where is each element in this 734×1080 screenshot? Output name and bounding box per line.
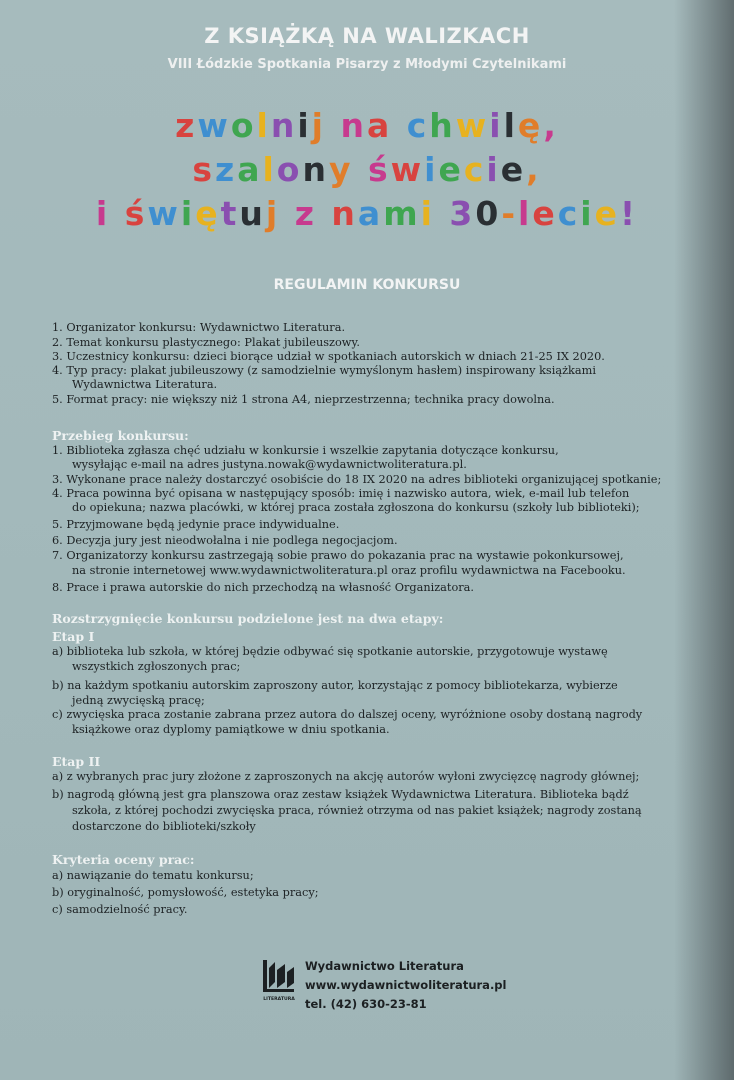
- slogan-letter: ,: [526, 150, 542, 189]
- slogan-letter: n: [270, 106, 298, 145]
- slogan-letter: a: [366, 106, 393, 145]
- slogan-letter: l: [518, 194, 533, 233]
- kryteria-heading: Kryteria oceny prac:: [52, 852, 195, 867]
- slogan-letter: i: [180, 194, 196, 233]
- etap-1-item: a) biblioteka lub szkoła, w której będzie odbywać się spotkanie autorskie, przygotowuje wystawę: [52, 645, 608, 658]
- slogan-letter: [280, 194, 295, 234]
- slogan-letter: z: [175, 106, 198, 145]
- slogan-letter: n: [302, 150, 329, 189]
- przebieg-item: do opiekuna; nazwa placówki, w której praca została zgłoszona do konkursu (szkoły lub biblioteki);: [72, 501, 640, 514]
- slogan-letter: i: [489, 106, 504, 145]
- slogan-letter: u: [239, 194, 266, 233]
- przebieg-item: 5. Przyjmowane będą jedynie prace indywidualne.: [52, 518, 340, 531]
- slogan-letter: s: [192, 150, 215, 189]
- etap-2-item: a) z wybranych prac jury złożone z zaproszonych na akcję autorów wyłoni zwycięzcę nagrody głównej;: [52, 770, 640, 783]
- slogan-letter: n: [340, 106, 367, 145]
- regulamin-title: REGULAMIN KONKURSU: [273, 277, 461, 293]
- slogan-letter: h: [429, 106, 456, 145]
- regulamin-item: 5. Format pracy: nie większy niż 1 strona A4, nieprzestrzenna; technika pracy dowolna.: [52, 393, 555, 406]
- publisher-website[interactable]: www.wydawnictwoliteratura.pl: [305, 978, 507, 992]
- slogan-line-2: [0, 150, 734, 190]
- slogan-letter: 3: [449, 194, 476, 233]
- slogan-letter: j: [265, 194, 281, 233]
- etap-2-item: dostarczone do biblioteki/szkoły: [72, 820, 256, 833]
- regulamin-item: Wydawnictwa Literatura.: [72, 378, 218, 391]
- slogan-letter: z: [294, 194, 317, 233]
- slogan-letter: ś: [367, 150, 391, 189]
- przebieg-item: 4. Praca powinna być opisana w następujący sposób: imię i nazwisko autora, wiek, e-mail lub telefon: [52, 487, 630, 500]
- slogan-letter: w: [197, 106, 231, 145]
- slogan-letter: y: [328, 150, 354, 189]
- slogan-letter: [353, 150, 368, 190]
- slogan-letter: t: [220, 194, 240, 233]
- slogan-letter: m: [383, 194, 421, 233]
- slogan-letter: i: [580, 194, 595, 233]
- publisher-phone: tel. (42) 630-23-81: [305, 997, 427, 1011]
- etap-1-item: c) zwycięska praca zostanie zabrana przez autora do dalszej oceny, wyróżnione osoby dostaną nagrody: [52, 708, 643, 721]
- slogan-letter: l: [262, 150, 277, 189]
- slogan-letter: o: [230, 106, 257, 145]
- slogan-letter: c: [557, 194, 581, 233]
- slogan-letter: e: [500, 150, 527, 189]
- etap-1-item: książkowe oraz dyplomy pamiątkowe w dniu spotkania.: [72, 723, 390, 736]
- poster-subtitle: VIII Łódzkie Spotkania Pisarzy z Młodymi Czytelnikami: [167, 57, 567, 72]
- slogan-letter: a: [237, 150, 263, 189]
- slogan-letter: e: [438, 150, 464, 189]
- slogan-letter: [110, 194, 125, 234]
- slogan-letter: !: [620, 194, 639, 233]
- slogan-letter: i: [420, 194, 435, 233]
- etap-1-item: wszystkich zgłoszonych prac;: [72, 660, 241, 673]
- slogan-letter: c: [406, 106, 430, 145]
- przebieg-item: wysyłając e-mail na adres justyna.nowak@wydawnictwoliteratura.pl.: [72, 458, 467, 471]
- etap-1-item: b) na każdym spotkaniu autorskim zaproszony autor, korzystając z pomocy bibliotekarza, wybierze: [52, 679, 618, 692]
- slogan-letter: z: [214, 150, 238, 189]
- slogan-letter: c: [463, 150, 487, 189]
- slogan-letter: -: [501, 194, 519, 233]
- etap-1-heading: Etap I: [52, 629, 95, 644]
- etap-1-item: jedną zwycięską pracę;: [72, 694, 205, 707]
- przebieg-item: 3. Wykonane prace należy dostarczyć osobiście do 18 IX 2020 na adres biblioteki organizującej spotkanie;: [52, 473, 662, 486]
- przebieg-item: 8. Prace i prawa autorskie do nich przechodzą na własność Organizatora.: [52, 581, 474, 594]
- slogan-letter: ę: [195, 194, 221, 233]
- etap-2-heading: Etap II: [52, 754, 101, 769]
- slogan-letter: w: [390, 150, 425, 189]
- slogan-letter: ,: [543, 106, 559, 145]
- kryteria-item: a) nawiązanie do tematu konkursu;: [52, 869, 254, 882]
- slogan-letter: ę: [517, 106, 544, 145]
- slogan-letter: l: [256, 106, 271, 145]
- book-logo-icon: [261, 958, 297, 1004]
- slogan-letter: i: [486, 150, 501, 189]
- kryteria-item: b) oryginalność, pomysłowość, estetyka pracy;: [52, 886, 319, 899]
- regulamin-item: 4. Typ pracy: plakat jubileuszowy (z samodzielnie wymyślonym hasłem) inspirowany książkami: [52, 364, 596, 377]
- slogan-letter: i: [297, 106, 312, 145]
- slogan-letter: [317, 194, 332, 234]
- slogan-letter: 0: [475, 194, 502, 233]
- przebieg-item: na stronie internetowej www.wydawnictwoliteratura.pl oraz profilu wydawnictwa na Facebooku.: [72, 564, 626, 577]
- slogan-letter: [326, 106, 341, 146]
- slogan-letter: w: [147, 194, 181, 233]
- regulamin-item: 3. Uczestnicy konkursu: dzieci biorące udział w spotkaniach autorskich w dniach 21-25 IX 2020.: [52, 350, 605, 363]
- logo-caption: LITERATURA: [263, 997, 295, 1002]
- slogan-line-1: [0, 106, 734, 146]
- poster-title: Z KSIĄŻKĄ NA WALIZKACH: [204, 24, 530, 48]
- regulamin-item: 2. Temat konkursu plastycznego: Plakat jubileuszowy.: [52, 336, 360, 349]
- slogan-letter: [392, 106, 407, 146]
- slogan-letter: n: [331, 194, 358, 233]
- etap-2-item: szkoła, z której pochodzi zwycięska praca, również otrzyma od nas pakiet książek; nagrody zostaną: [72, 804, 642, 817]
- przebieg-heading: Przebieg konkursu:: [52, 428, 189, 443]
- slogan-letter: o: [276, 150, 303, 189]
- slogan-line-3: [0, 194, 734, 234]
- slogan-letter: a: [357, 194, 384, 233]
- przebieg-item: 7. Organizatorzy konkursu zastrzegają sobie prawo do pokazania prac na wystawie pokonkursowej,: [52, 549, 624, 562]
- rozstrzygniecie-heading: Rozstrzygnięcie konkursu podzielone jest na dwa etapy:: [52, 611, 444, 626]
- slogan-letter: l: [503, 106, 518, 145]
- slogan-letter: e: [594, 194, 620, 233]
- przebieg-item: 6. Decyzja jury jest nieodwołalna i nie podlega negocjacjom.: [52, 534, 398, 547]
- slogan-letter: w: [455, 106, 490, 145]
- etap-2-item: b) nagrodą główną jest gra planszowa oraz zestaw książek Wydawnictwa Literatura. Biblioteka bądź: [52, 788, 629, 801]
- slogan-letter: ś: [124, 194, 148, 233]
- kryteria-item: c) samodzielność pracy.: [52, 903, 188, 916]
- slogan-letter: j: [311, 106, 326, 145]
- slogan-letter: e: [532, 194, 558, 233]
- slogan-letter: i: [95, 194, 111, 233]
- przebieg-item: 1. Biblioteka zgłasza chęć udziału w konkursie i wszelkie zapytania dotyczące konkursu,: [52, 444, 559, 457]
- publisher-name: Wydawnictwo Literatura: [305, 959, 464, 973]
- regulamin-item: 1. Organizator konkursu: Wydawnictwo Literatura.: [52, 321, 346, 334]
- slogan-letter: [435, 194, 450, 234]
- slogan-letter: i: [424, 150, 439, 189]
